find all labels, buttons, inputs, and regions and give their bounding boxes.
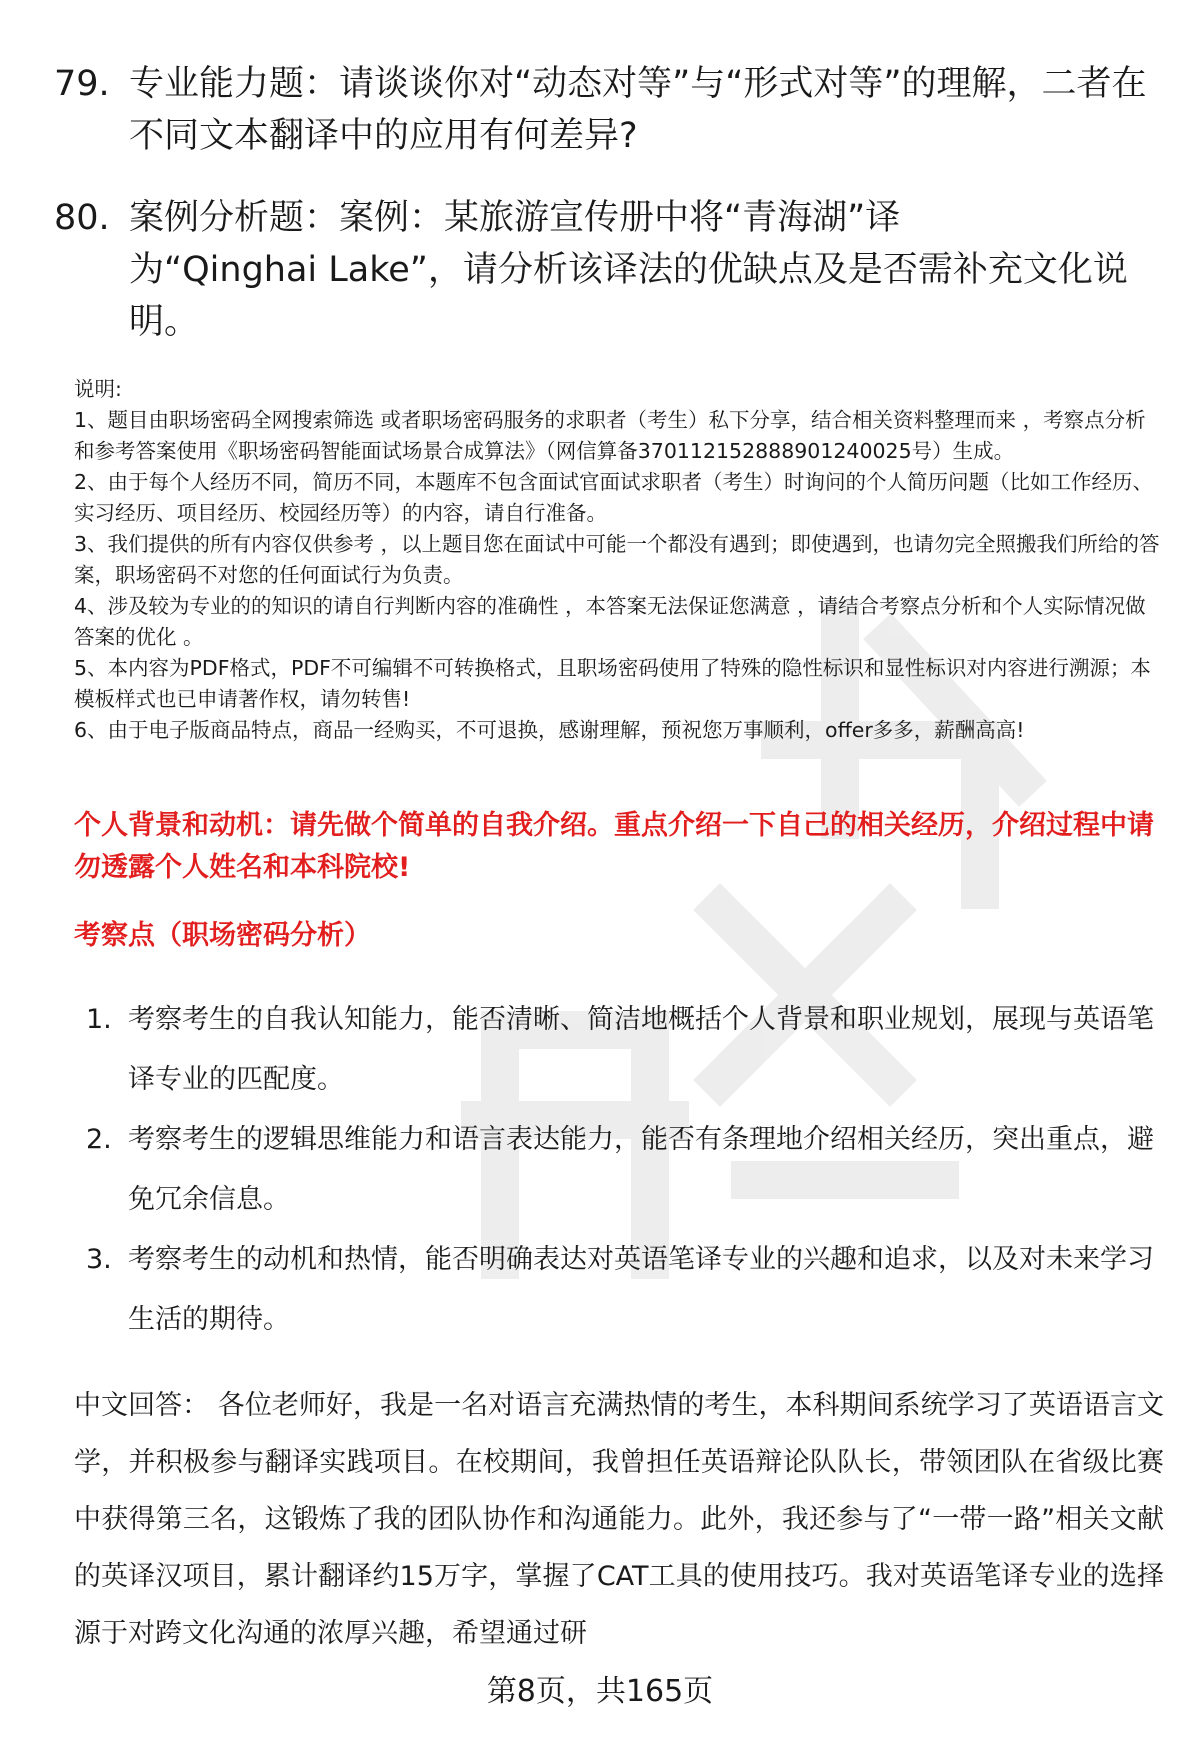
question-79 bbox=[54, 58, 1164, 168]
question-80 bbox=[54, 192, 1164, 357]
point-number: 1. bbox=[86, 1004, 112, 1035]
chinese-answer: 中文回答： 各位老师好，我是一名对语言充满热情的考生，本科期间系统学习了英语语言文学，并积极参与翻译实践项目。在校期间，我曾担任英语辩论队队长，带领团队在省级比赛中获得第三名，这锻炼了我的团队协作和沟通能力。此外，我还参与了“一带一路”相关文献的英译汉项目，累计翻译约15万字，掌握了CAT工具的使用技巧。我对英语笔译专业的选择源于对跨文化沟通的浓厚兴趣，希望通过研 bbox=[74, 1390, 1164, 1649]
background-question-title: 个人背景和动机：请先做个简单的自我介绍。重点介绍一下自己的相关经历，介绍过程中请勿透露个人姓名和本科院校! bbox=[74, 810, 1154, 883]
note-item: 6、由于电子版商品特点，商品一经购买，不可退换，感谢理解，预祝您万事顺利，offer多多，薪酬高高! bbox=[74, 718, 1025, 742]
notes-section bbox=[74, 374, 1164, 746]
analysis-point bbox=[74, 990, 1164, 1110]
point-text: 考察考生的自我认知能力，能否清晰、简洁地概括个人背景和职业规划，展现与英语笔译专业的匹配度。 bbox=[128, 1004, 1154, 1095]
notes-heading: 说明: bbox=[74, 377, 122, 401]
question-text: 专业能力题：请谈谈你对“动态对等”与“形式对等”的理解，二者在不同文本翻译中的应用有何差异? bbox=[129, 64, 1147, 156]
note-item: 4、涉及较为专业的的知识的请自行判断内容的准确性 ，本答案无法保证您满意 ，请结合考察点分析和个人实际情况做答案的优化 。 bbox=[74, 594, 1146, 649]
point-number: 2. bbox=[86, 1124, 112, 1155]
note-item: 5、本内容为PDF格式，PDF不可编辑不可转换格式，且职场密码使用了特殊的隐性标识和显性标识对内容进行溯源；本模板样式也已申请著作权，请勿转售! bbox=[74, 656, 1151, 711]
point-number: 3. bbox=[86, 1244, 112, 1275]
point-text: 考察考生的逻辑思维能力和语言表达能力，能否有条理地介绍相关经历，突出重点，避免冗余信息。 bbox=[128, 1124, 1154, 1215]
note-item: 3、我们提供的所有内容仅供参考 ，以上题目您在面试中可能一个都没有遇到；即使遇到，也请勿完全照搬我们所给的答案，职场密码不对您的任何面试行为负责。 bbox=[74, 532, 1160, 587]
analysis-title: 考察点（职场密码分析） bbox=[74, 920, 371, 951]
question-number: 80. bbox=[54, 198, 110, 238]
analysis-point bbox=[74, 1230, 1164, 1350]
question-text-line1: 案例分析题：案例：某旅游宣传册中将“青海湖”译 bbox=[129, 198, 901, 238]
question-number: 79. bbox=[54, 64, 110, 104]
analysis-point bbox=[74, 1110, 1164, 1230]
note-item: 1、题目由职场密码全网搜索筛选 或者职场密码服务的求职者（考生）私下分享，结合相关资料整理而来 ，考察点分析和参考答案使用《职场密码智能面试场景合成算法》（网信算备370112152888901240025号）生成。 bbox=[74, 408, 1146, 463]
question-text-rest: 为“Qinghai Lake”，请分析该译法的优缺点及是否需补充文化说明。 bbox=[129, 250, 1128, 342]
note-item: 2、由于每个人经历不同，简历不同，本题库不包含面试官面试求职者（考生）时询问的个人简历问题（比如工作经历、实习经历、项目经历、校园经历等）的内容，请自行准备。 bbox=[74, 470, 1154, 525]
point-text: 考察考生的动机和热情，能否明确表达对英语笔译专业的兴趣和追求，以及对未来学习生活的期待。 bbox=[128, 1244, 1154, 1335]
page-footer: 第8页，共165页 bbox=[486, 1674, 714, 1709]
analysis-points bbox=[74, 990, 1164, 1350]
